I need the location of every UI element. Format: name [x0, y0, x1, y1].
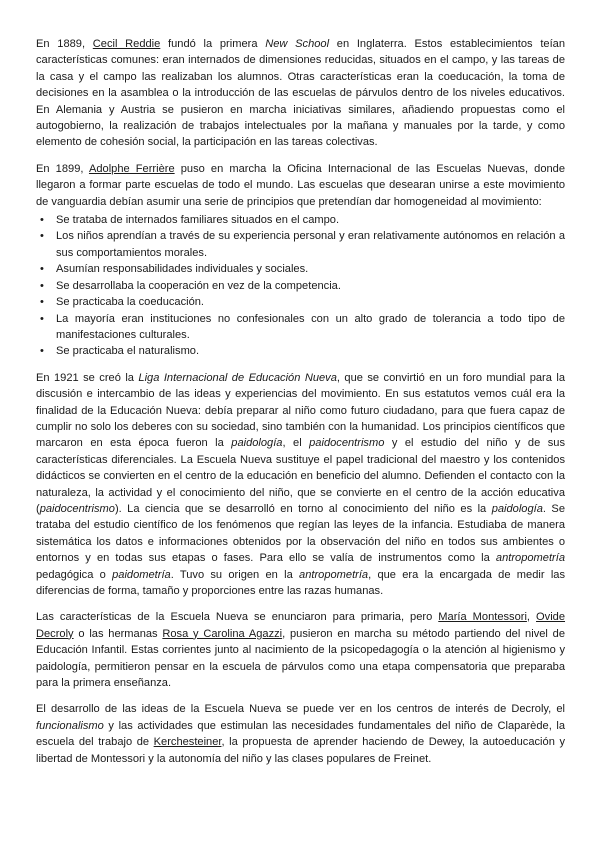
text-run: , el: [282, 437, 310, 450]
principles-list: [36, 212, 565, 360]
emphasis-text: antropometría: [495, 552, 565, 565]
text-run: En 1921 se creó la: [36, 371, 139, 384]
text-run: . Se trataba del estudio científico de los fenómenos que regían las leyes de la infancia. Estudiaba de manera sistemática los datos e informaciones obtenidos por la observación del niño en todos sus ambientes o entornos y en todas sus etapas o fases. Para ello se valía de instrumentos como la: [36, 502, 565, 565]
text-run: y las actividades que estimulan las necesidades fundamentales del niño de Claparède, la escuela del trabajo de: [36, 719, 565, 749]
text-run: ,: [526, 611, 537, 624]
text-run: , la propuesta de aprender haciendo de Dewey, la autoeducación y libertad de Montessori y la autonomía del niño y las clases populares de Freinet.: [36, 736, 565, 765]
emphasis-text: paidometría: [112, 568, 171, 581]
link-kerchesteiner[interactable]: Kerchesteiner: [153, 736, 222, 749]
text-run: , que era la encargada de medir las diferencias de forma, tamaño y proporciones entre las razas humanas.: [36, 568, 565, 597]
text-run: , que se convirtió en un foro mundial para la discusión e intercambio de las ideas y experiencias del movimiento. En sus estatutos vemos cuál era la finalidad de la Educación Nueva: debía preparar al niño como futuro ciudadano, para que fuera capaz de cumplir no solo los deberes con su sociedad, sino también con la humanidad. Los principios científicos que marcaron en esta época fueron la: [36, 371, 566, 450]
paragraph-new-school: [36, 36, 565, 151]
text-run: El desarrollo de las ideas de la Escuela Nueva se puede ver en los centros de interés de Decroly, el: [36, 703, 565, 716]
emphasis-text: paidocentrismo: [39, 502, 115, 515]
list-item: • Se trataba de internados familiares situados en el campo.: [56, 212, 565, 228]
list-item: • La mayoría eran instituciones no confesionales con un alto grado de tolerancia a todo tipo de manifestaciones culturales.: [56, 311, 565, 344]
text-run: o las hermanas: [73, 627, 163, 640]
link-maria-montessori[interactable]: María Montessori: [438, 611, 527, 624]
document-page: [36, 36, 565, 777]
emphasis-text: Liga Internacional de Educación Nueva: [138, 371, 337, 384]
text-run: puso en marcha la Oficina Internacional de las Escuelas Nuevas, donde llegaron a formar parte escuelas de todo el mundo. Las escuelas que desearan unirse a este movimiento de vanguardia debían asumir una serie de principios que pretendían dar homogeneidad al movimiento:: [36, 162, 566, 208]
list-item: • Se desarrollaba la cooperación en vez de la competencia.: [56, 278, 565, 294]
text-run: en Inglaterra. Estos establecimientos teían características comunes: eran internados de dimensiones reducidas, situados en el campo, y las tareas de la casa y el campo las realizaban los alumnos. Otras características eran la coeducación, la toma de decisiones en la asamblea o la introducción de las escuelas de párvulos dentro de los niveles educativos. En Alemania y Austria se pusieron en marcha iniciativas similares, añadiendo propuestas como el autogobierno, la realización de trabajos intelectuales por la mañana y manuales por la tarde, y como elemento de cohesión social, la participación en las tareas colectivas.: [36, 38, 566, 149]
text-run: fundó la primera: [160, 38, 266, 50]
text-run: Las características de la Escuela Nueva se enunciaron para primaria, pero: [36, 611, 439, 624]
link-adolphe-ferriere[interactable]: Adolphe Ferrière: [88, 162, 175, 175]
emphasis-funcionalismo: funcionalismo: [36, 719, 104, 732]
emphasis-new-school: New School: [265, 38, 330, 50]
paragraph-ferriere: [36, 161, 565, 210]
list-item: • Asumían responsabilidades individuales y sociales.: [56, 261, 565, 277]
paragraph-desarrollo-ideas: [36, 701, 565, 767]
text-run: , pusieron en marcha su método partiendo del nivel de Educación Infantil. Estas corrientes junto al nacimiento de la psicopedagogía o la atención al higienismo y paidología, permitieron pensar en la escuela de párvulos como una etapa compensatoria que preparaba para la primera enseñanza.: [36, 627, 565, 690]
text-run: . Tuvo su origen en la: [170, 568, 300, 581]
emphasis-text: paidología: [491, 502, 543, 515]
list-item: • Los niños aprendían a través de su experiencia personal y eran relativamente autónomos en relación a sus comportamientos morales.: [56, 228, 565, 261]
emphasis-text: paidología: [231, 437, 283, 450]
text-run: En 1889,: [36, 38, 93, 50]
emphasis-text: antropometría: [299, 568, 369, 581]
text-run: y el estudio del niño y de sus características diferenciales. La Escuela Nueva sustituye el papel tradicional del maestro y los contenidos didácticos se convierten en el centro de la educación en beneficio del alumno. Defienden el contacto con la naturaleza, la actividad y el conocimiento del niño, que se convierte en el centro de la acción educativa (: [36, 437, 565, 515]
paragraph-educacion-infantil: [36, 609, 565, 691]
link-rosa-carolina-agazzi[interactable]: Rosa y Carolina Agazzi: [162, 627, 283, 640]
text-run: En 1899,: [36, 162, 89, 175]
list-item: • Se practicaba la coeducación.: [56, 294, 565, 310]
text-run: ). La ciencia que se desarrolló en torno al conocimiento del niño es la: [114, 502, 492, 515]
link-cecil-reddie[interactable]: Cecil Reddie: [92, 38, 161, 50]
text-run: pedagógica o: [36, 568, 113, 581]
link-ovide-decroly[interactable]: Ovide Decroly: [36, 611, 566, 640]
paragraph-liga-internacional: [36, 370, 565, 600]
emphasis-text: paidocentrismo: [309, 437, 385, 450]
list-item: • Se practicaba el naturalismo.: [56, 343, 565, 359]
